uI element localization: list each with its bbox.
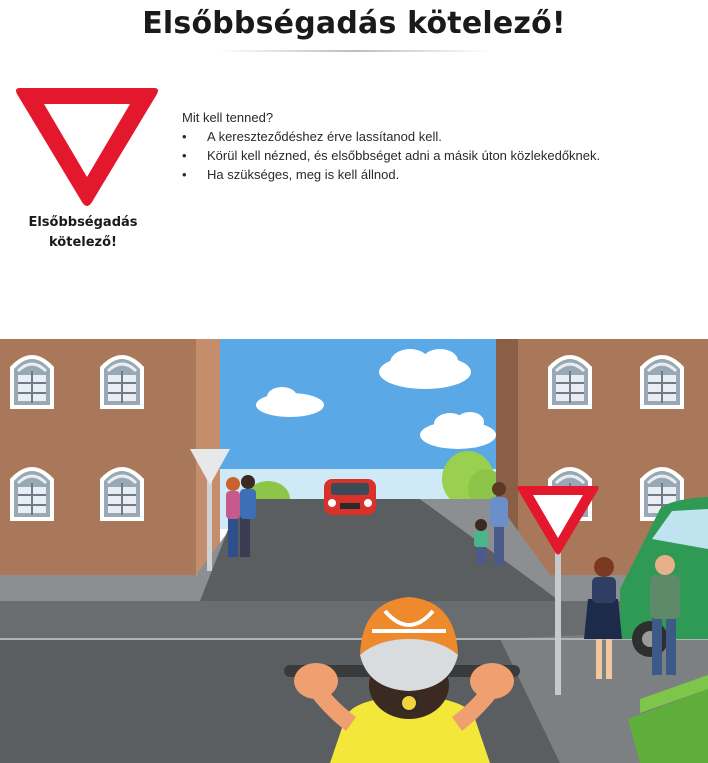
sign-caption-line1: Elsőbbségadás [28, 215, 138, 230]
sign-caption [0, 213, 166, 253]
page-title: Elsőbbségadás kötelező! [142, 6, 566, 41]
street-scene-image [0, 339, 708, 763]
title-divider [216, 50, 492, 52]
instruction-item: • A kereszteződéshez érve lassítanod kell. [182, 127, 702, 146]
instructions-question: Mit kell tenned? [182, 110, 274, 125]
instructions [182, 108, 702, 184]
instructions-list [182, 127, 702, 184]
instruction-item: • Ha szükséges, meg is kell állnod. [182, 165, 702, 184]
yield-sign-figure [14, 84, 160, 212]
red-car [324, 479, 376, 515]
yield-sign-icon [14, 84, 160, 208]
instruction-item: • Körül kell nézned, és elsőbbséget adni a másik úton közlekedőknek. [182, 146, 702, 165]
intersection-illustration [0, 339, 708, 763]
sign-caption-line2: kötelező! [49, 235, 117, 250]
